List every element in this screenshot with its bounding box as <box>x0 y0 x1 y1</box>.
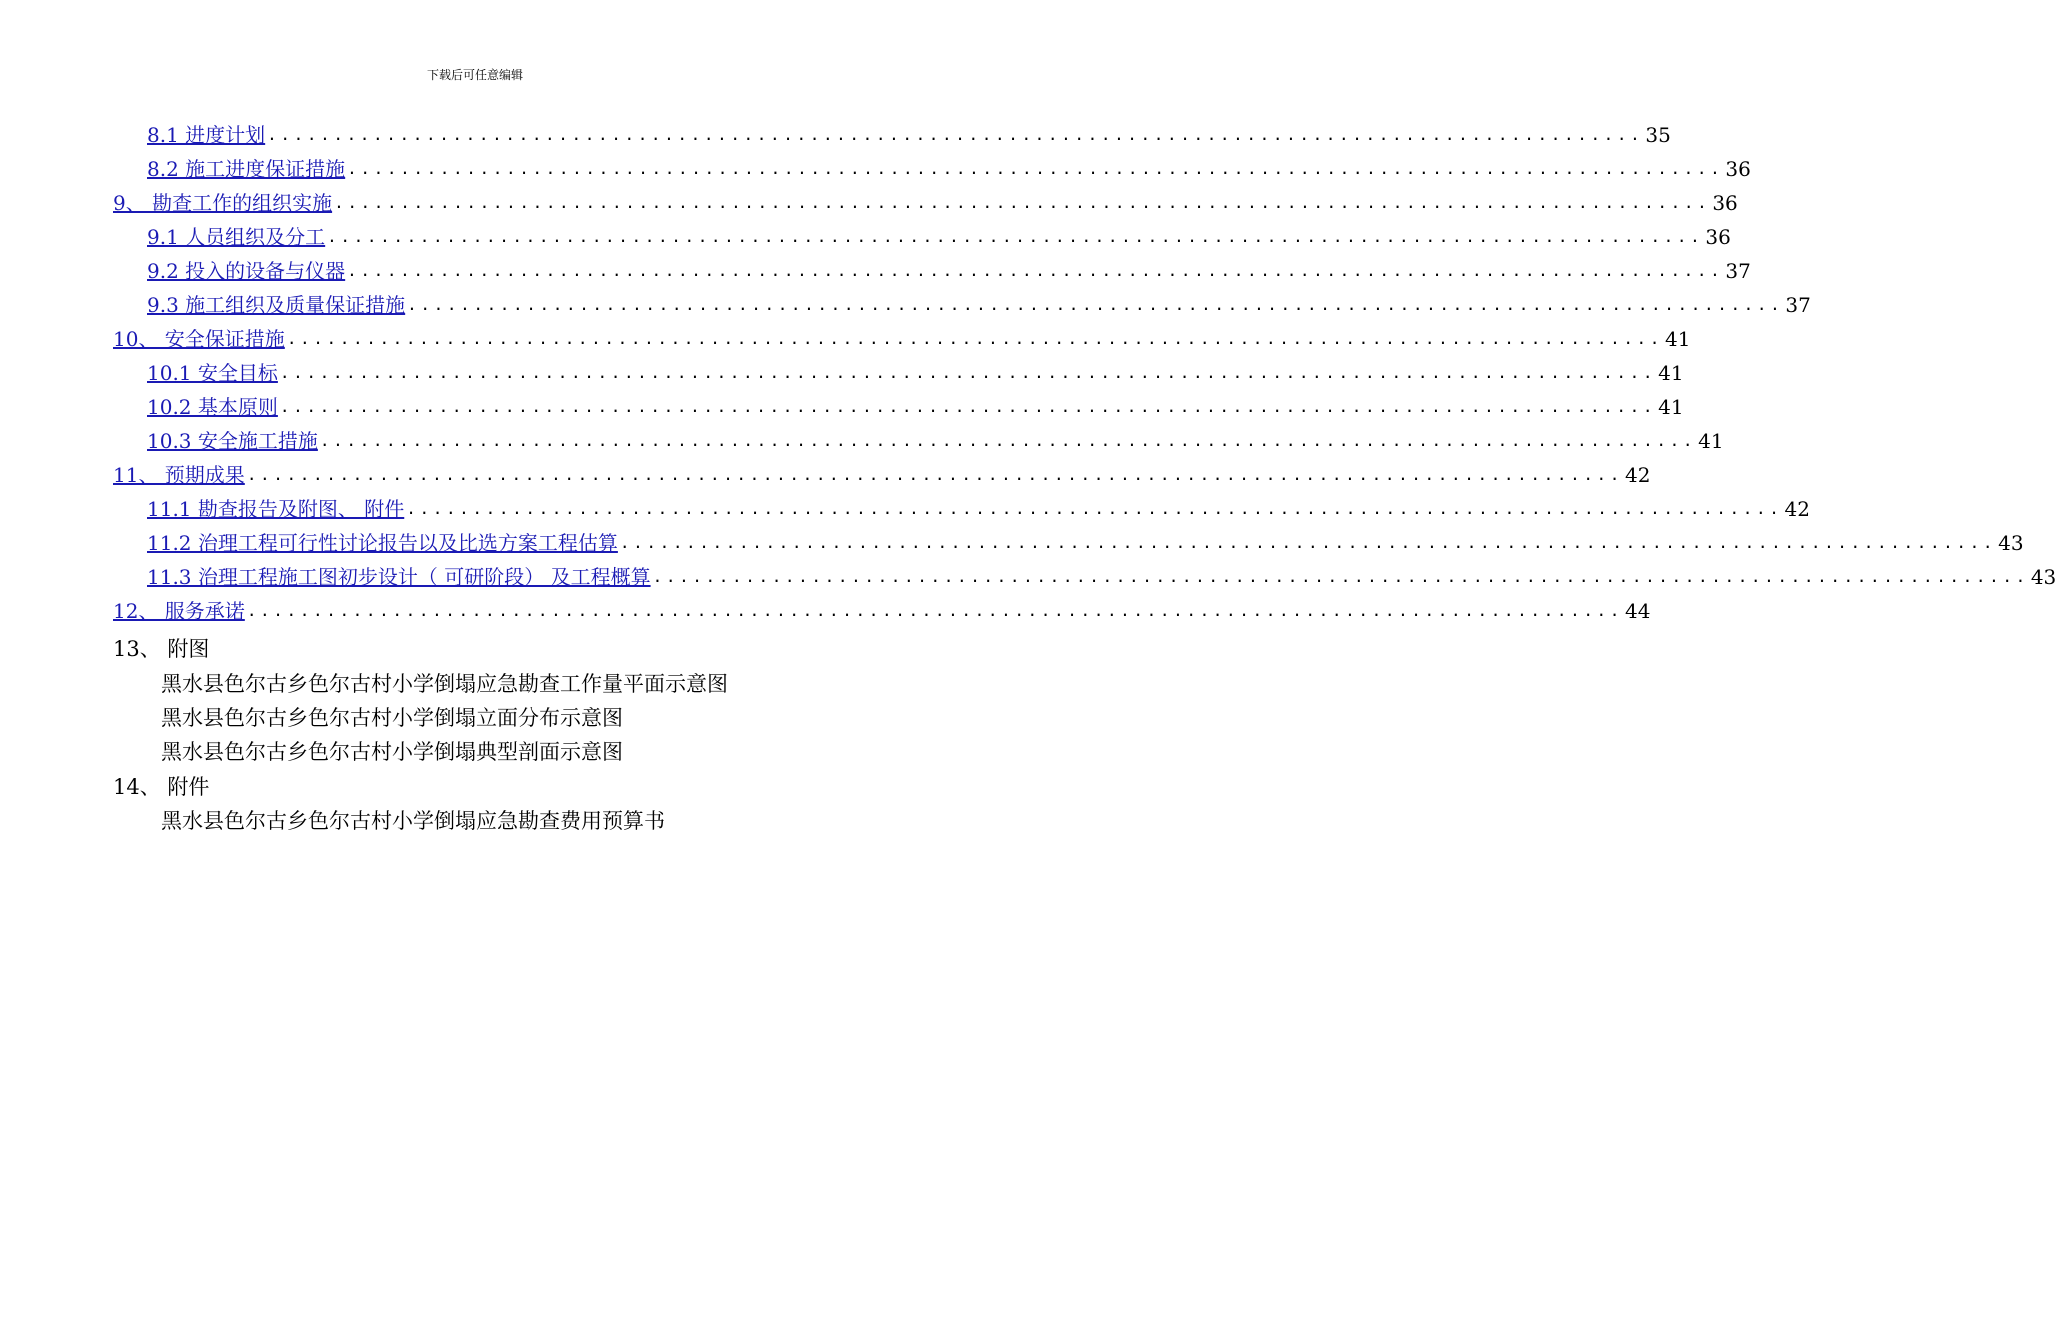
toc-entry[interactable] <box>147 254 1751 288</box>
page-header: 下载后可任意编辑 <box>426 68 523 82</box>
toc-entry[interactable] <box>147 492 1810 526</box>
toc-entry[interactable] <box>113 458 1651 492</box>
toc-leader: ........................................................................................................ <box>347 261 1724 280</box>
toc-leader: ........................................................................................................ <box>246 465 1624 484</box>
attachment-item: 黑水县色尔古乡色尔古村小学倒塌应急勘查费用预算书 <box>161 809 665 833</box>
toc-leader: ........................................................................................................ <box>279 363 1657 382</box>
toc-link[interactable]: 9.1 人员组织及分工 <box>147 225 326 249</box>
toc-leader: ........................................................................................................ <box>406 499 1783 518</box>
appendix-item: 黑水县色尔古乡色尔古村小学倒塌立面分布示意图 <box>161 706 623 730</box>
toc-link[interactable]: 10.3 安全施工措施 <box>147 429 318 453</box>
toc-leader: ........................................................................................................ <box>619 533 1997 552</box>
toc-link[interactable]: 10、 安全保证措施 <box>113 327 285 351</box>
toc-link[interactable]: 11.1 勘查报告及附图、 附件 <box>147 497 405 521</box>
toc-entry[interactable] <box>147 424 1724 458</box>
toc-leader: ........................................................................................................ <box>334 193 1711 212</box>
toc-page-number: 37 <box>1785 293 1811 317</box>
toc-link[interactable]: 9、 勘查工作的组织实施 <box>113 191 333 215</box>
toc-leader: ........................................................................................................ <box>407 295 1784 314</box>
appendix-item: 黑水县色尔古乡色尔古村小学倒塌应急勘查工作量平面示意图 <box>161 672 728 696</box>
toc-leader: ........................................................................................................ <box>347 159 1724 178</box>
toc-page-number: 35 <box>1645 123 1671 147</box>
toc-entry[interactable] <box>147 560 2056 594</box>
toc-page-number: 36 <box>1705 225 1731 249</box>
toc-leader: ........................................................................................................ <box>652 567 2029 586</box>
toc-page-number: 37 <box>1725 259 1751 283</box>
toc-entry[interactable] <box>147 288 1811 322</box>
toc-page-number: 42 <box>1625 463 1651 487</box>
toc-link[interactable]: 8.2 施工进度保证措施 <box>147 157 346 181</box>
toc-leader: ........................................................................................................ <box>279 397 1657 416</box>
toc-page-number: 36 <box>1725 157 1751 181</box>
toc-entry[interactable] <box>147 118 1671 152</box>
toc-link[interactable]: 10.1 安全目标 <box>147 361 278 385</box>
toc-link[interactable]: 10.2 基本原则 <box>147 395 278 419</box>
appendix-item: 黑水县色尔古乡色尔古村小学倒塌典型剖面示意图 <box>161 740 623 764</box>
toc-leader: ........................................................................................................ <box>267 125 1644 144</box>
toc-leader: ........................................................................................................ <box>246 601 1624 620</box>
toc-page-number: 43 <box>1998 531 2024 555</box>
toc-entry[interactable] <box>113 594 1651 628</box>
toc-page-number: 41 <box>1658 361 1684 385</box>
toc-page-number: 44 <box>1625 599 1651 623</box>
toc-entry[interactable] <box>147 356 1684 390</box>
toc-leader: ........................................................................................................ <box>286 329 1664 348</box>
toc-link[interactable]: 8.1 进度计划 <box>147 123 266 147</box>
toc-page-number: 42 <box>1784 497 1810 521</box>
toc-link[interactable]: 12、 服务承诺 <box>113 599 245 623</box>
toc-entry[interactable] <box>147 220 1731 254</box>
toc-page-number: 36 <box>1712 191 1738 215</box>
toc-link[interactable]: 11.2 治理工程可行性讨论报告以及比选方案工程估算 <box>147 531 618 555</box>
toc-page-number: 43 <box>2030 565 2056 589</box>
toc-link[interactable]: 9.2 投入的设备与仪器 <box>147 259 346 283</box>
toc-leader: ........................................................................................................ <box>327 227 1704 246</box>
toc-link[interactable]: 9.3 施工组织及质量保证措施 <box>147 293 406 317</box>
toc-entry[interactable] <box>147 390 1684 424</box>
toc-entry[interactable] <box>113 186 1738 220</box>
appendix-heading: 13、 附图 <box>113 637 210 661</box>
toc-page-number: 41 <box>1658 395 1684 419</box>
toc-entry[interactable] <box>147 152 1751 186</box>
attachments-heading: 14、 附件 <box>113 775 210 799</box>
toc-link[interactable]: 11、 预期成果 <box>113 463 245 487</box>
toc-leader: ........................................................................................................ <box>319 431 1697 450</box>
toc-entry[interactable] <box>113 322 1691 356</box>
toc-page-number: 41 <box>1665 327 1691 351</box>
toc-link[interactable]: 11.3 治理工程施工图初步设计（ 可研阶段） 及工程概算 <box>147 565 651 589</box>
toc-page-number: 41 <box>1698 429 1724 453</box>
toc-entry[interactable] <box>147 526 2024 560</box>
